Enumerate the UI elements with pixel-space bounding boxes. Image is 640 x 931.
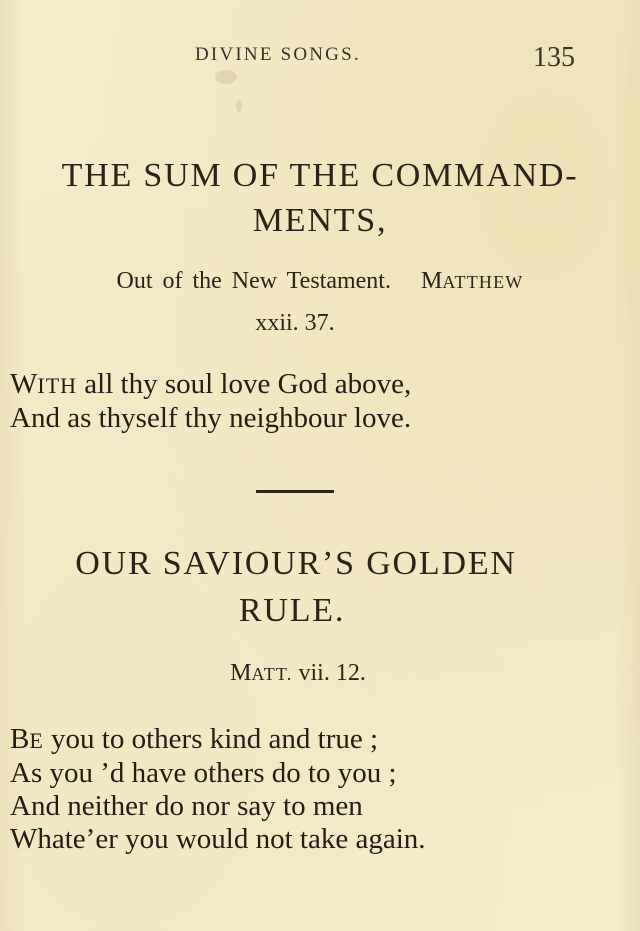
verse-block-1	[10, 368, 411, 435]
verse-block-2	[10, 723, 426, 856]
subtitle-text: Out of the New Testament.	[116, 268, 391, 294]
verse-line: Whate’er you would not take again.	[10, 823, 426, 855]
section-title-line-1: THE SUM OF THE COMMAND-	[61, 157, 579, 194]
section-reference: MATT. vii. 12.	[230, 660, 366, 686]
verse-line: As you ’d have others do to you ;	[10, 757, 397, 789]
page-number: 135	[533, 42, 575, 73]
verse-line: BE you to others kind and true ;	[10, 723, 379, 755]
section-title-line-2: RULE.	[238, 592, 346, 629]
verse-line: And neither do nor say to men	[10, 790, 363, 822]
verse-line: And as thyself thy neighbour love.	[10, 402, 412, 434]
section-reference: xxii. 37.	[255, 310, 335, 336]
section-subtitle	[0, 268, 640, 295]
verse-line: WITH all thy soul love God above,	[10, 368, 412, 400]
section-title-line-2: MENTS,	[252, 202, 388, 239]
paper-stain	[215, 70, 237, 84]
running-head: DIVINE SONGS.	[195, 44, 361, 65]
paper-stain	[236, 100, 242, 112]
subtitle-source: MATTHEW	[420, 268, 524, 294]
section-title-line-1: OUR SAVIOUR’S GOLDEN	[75, 545, 517, 582]
section-divider	[256, 490, 334, 493]
